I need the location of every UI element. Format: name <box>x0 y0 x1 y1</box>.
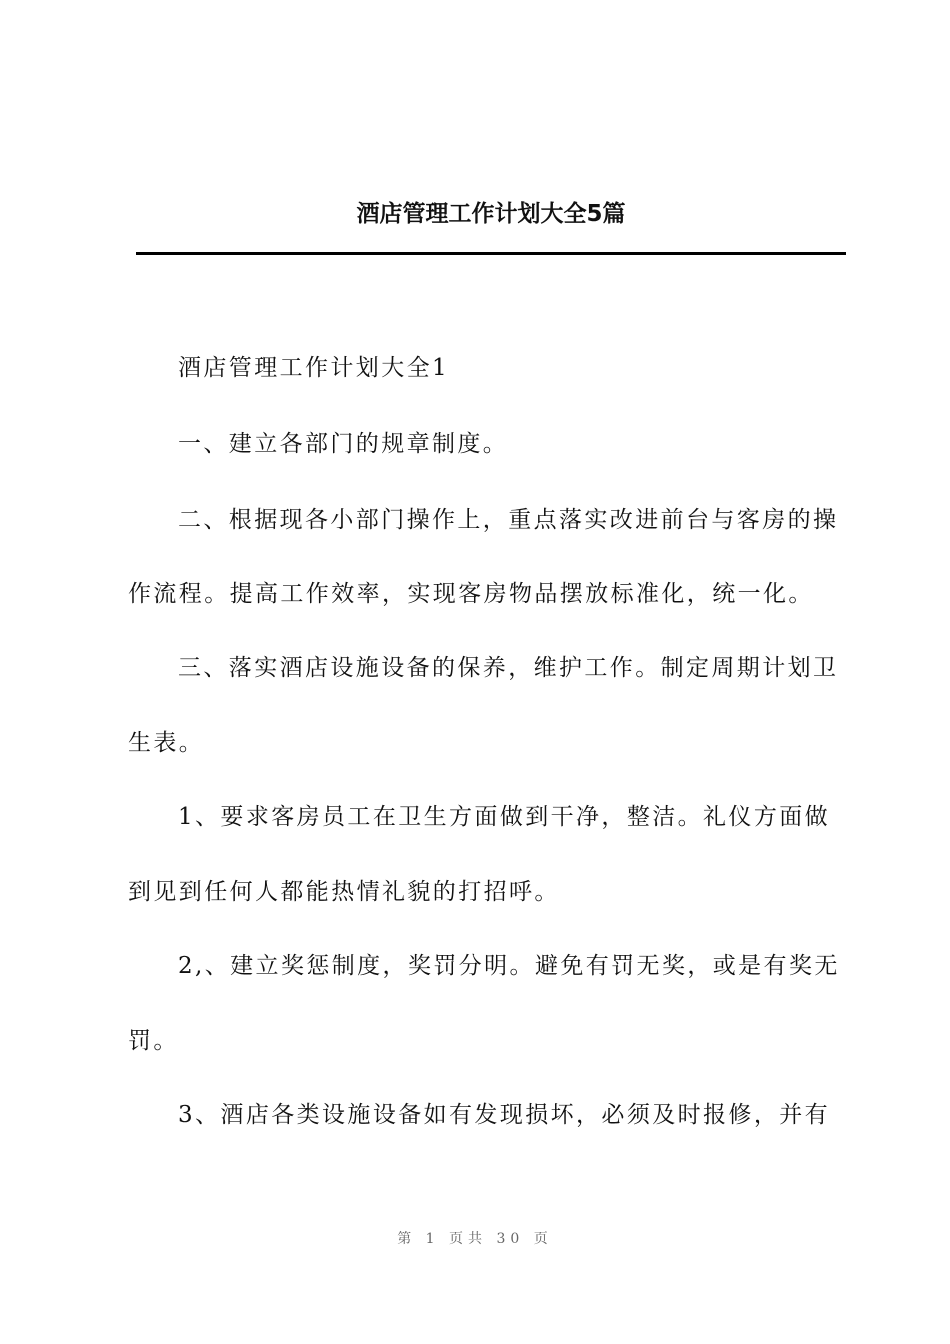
page-number-footer: 第 1 页共 30 页 <box>397 1231 553 1247</box>
paragraph-line: 3、酒店各类设施设备如有发现损坏，必须及时报修，并有 <box>178 1102 831 1128</box>
paragraph-line: 罚。 <box>128 1028 179 1054</box>
document-title: 酒店管理工作计划大全5篇 <box>356 201 626 227</box>
paragraph-line: 二、根据现各小部门操作上，重点落实改进前台与客房的操 <box>178 507 839 533</box>
paragraph-line: 到见到任何人都能热情礼貌的打招呼。 <box>128 879 560 905</box>
section-heading: 酒店管理工作计划大全1 <box>178 355 450 381</box>
paragraph-line: 2,、建立奖惩制度，奖罚分明。避免有罚无奖，或是有奖无 <box>178 953 840 979</box>
paragraph-line: 作流程。提高工作效率，实现客房物品摆放标准化，统一化。 <box>128 581 814 607</box>
paragraph-line: 1、要求客房员工在卫生方面做到干净，整洁。礼仪方面做 <box>178 804 831 830</box>
paragraph-line: 生表。 <box>128 730 205 756</box>
paragraph-line: 一、建立各部门的规章制度。 <box>178 431 509 457</box>
title-underline <box>136 252 846 255</box>
paragraph-line: 三、落实酒店设施设备的保养，维护工作。制定周期计划卫 <box>178 655 839 681</box>
